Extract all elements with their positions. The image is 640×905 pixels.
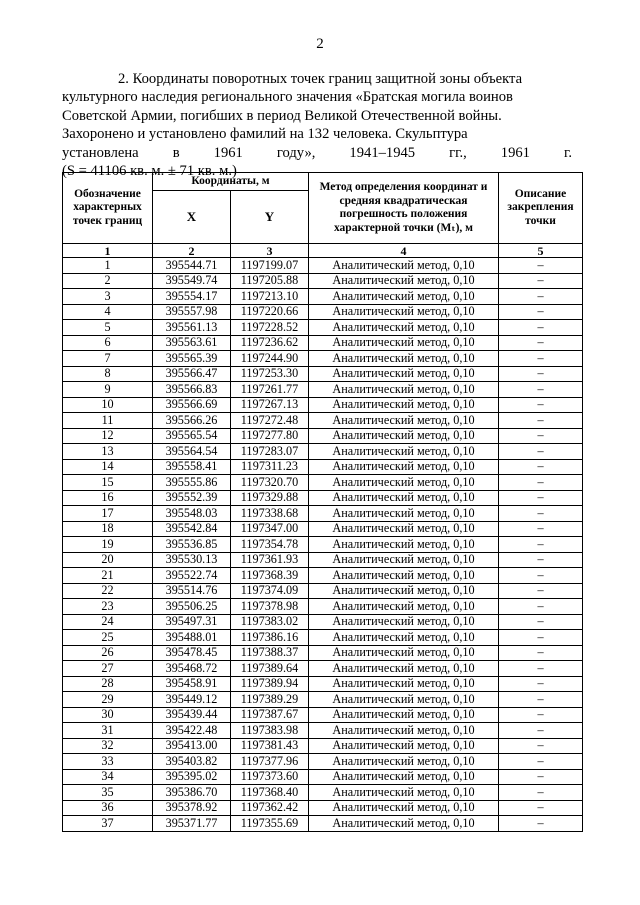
- y-coordinate: 1197199.07: [231, 258, 309, 274]
- point-number: 9: [63, 382, 153, 398]
- table-row: [63, 335, 583, 351]
- description-cell: –: [499, 304, 583, 320]
- point-number: 28: [63, 676, 153, 692]
- area-line: (S = 41106 кв. м. ± 71 кв. м.): [62, 163, 237, 180]
- point-number: 33: [63, 754, 153, 770]
- x-coordinate: 395497.31: [153, 614, 231, 630]
- point-number: 18: [63, 521, 153, 537]
- y-coordinate: 1197368.40: [231, 785, 309, 801]
- header-x: X: [153, 191, 231, 244]
- point-number: 32: [63, 738, 153, 754]
- method-cell: Аналитический метод, 0,10: [309, 568, 499, 584]
- description-cell: –: [499, 273, 583, 289]
- x-coordinate: 395542.84: [153, 521, 231, 537]
- y-coordinate: 1197381.43: [231, 738, 309, 754]
- point-number: 7: [63, 351, 153, 367]
- header-designation: Обозначение характерных точек границ: [63, 173, 153, 244]
- method-cell: Аналитический метод, 0,10: [309, 676, 499, 692]
- description-cell: –: [499, 583, 583, 599]
- description-cell: –: [499, 289, 583, 305]
- x-coordinate: 395558.41: [153, 459, 231, 475]
- description-cell: –: [499, 738, 583, 754]
- x-coordinate: 395378.92: [153, 800, 231, 816]
- point-number: 2: [63, 273, 153, 289]
- x-coordinate: 395536.85: [153, 537, 231, 553]
- table-row: [63, 382, 583, 398]
- description-cell: –: [499, 320, 583, 336]
- point-number: 35: [63, 785, 153, 801]
- header-coordinates: Координаты, м: [153, 173, 309, 191]
- x-coordinate: 395488.01: [153, 630, 231, 646]
- table-row: [63, 459, 583, 475]
- point-number: 17: [63, 506, 153, 522]
- method-cell: Аналитический метод, 0,10: [309, 258, 499, 274]
- y-coordinate: 1197329.88: [231, 490, 309, 506]
- table-row: [63, 506, 583, 522]
- table-row: [63, 366, 583, 382]
- y-coordinate: 1197338.68: [231, 506, 309, 522]
- intro-line: 2. Координаты поворотных точек границ защитной зоны объекта: [118, 71, 523, 87]
- description-cell: –: [499, 335, 583, 351]
- method-cell: Аналитический метод, 0,10: [309, 475, 499, 491]
- description-cell: –: [499, 413, 583, 429]
- page-number: 2: [316, 36, 324, 52]
- method-cell: Аналитический метод, 0,10: [309, 304, 499, 320]
- intro-word: году»,: [276, 144, 316, 161]
- point-number: 6: [63, 335, 153, 351]
- y-coordinate: 1197389.94: [231, 676, 309, 692]
- point-number: 8: [63, 366, 153, 382]
- intro-word: гг.,: [449, 144, 467, 161]
- y-coordinate: 1197362.42: [231, 800, 309, 816]
- table-row: [63, 258, 583, 274]
- method-cell: Аналитический метод, 0,10: [309, 444, 499, 460]
- x-coordinate: 395564.54: [153, 444, 231, 460]
- point-number: 19: [63, 537, 153, 553]
- y-coordinate: 1197373.60: [231, 769, 309, 785]
- point-number: 21: [63, 568, 153, 584]
- description-cell: –: [499, 506, 583, 522]
- table-row: [63, 568, 583, 584]
- method-cell: Аналитический метод, 0,10: [309, 537, 499, 553]
- description-cell: –: [499, 754, 583, 770]
- method-cell: Аналитический метод, 0,10: [309, 413, 499, 429]
- table-row: [63, 351, 583, 367]
- y-coordinate: 1197386.16: [231, 630, 309, 646]
- y-coordinate: 1197277.80: [231, 428, 309, 444]
- point-number: 12: [63, 428, 153, 444]
- y-coordinate: 1197311.23: [231, 459, 309, 475]
- y-coordinate: 1197368.39: [231, 568, 309, 584]
- description-cell: –: [499, 475, 583, 491]
- method-cell: Аналитический метод, 0,10: [309, 289, 499, 305]
- y-coordinate: 1197389.29: [231, 692, 309, 708]
- header-description: Описание закрепления точки: [499, 173, 583, 244]
- point-number: 29: [63, 692, 153, 708]
- method-cell: Аналитический метод, 0,10: [309, 630, 499, 646]
- column-number: 5: [499, 244, 583, 258]
- table-row: [63, 816, 583, 832]
- x-coordinate: 395413.00: [153, 738, 231, 754]
- table-row: [63, 692, 583, 708]
- description-cell: –: [499, 459, 583, 475]
- method-cell: Аналитический метод, 0,10: [309, 816, 499, 832]
- y-coordinate: 1197213.10: [231, 289, 309, 305]
- y-coordinate: 1197388.37: [231, 645, 309, 661]
- x-coordinate: 395422.48: [153, 723, 231, 739]
- description-cell: –: [499, 351, 583, 367]
- point-number: 13: [63, 444, 153, 460]
- y-coordinate: 1197220.66: [231, 304, 309, 320]
- header-method: Метод определения координат и средняя квадратическая погрешность положения характерной точки (Mₜ), м: [309, 173, 499, 244]
- x-coordinate: 395514.76: [153, 583, 231, 599]
- x-coordinate: 395458.91: [153, 676, 231, 692]
- method-cell: Аналитический метод, 0,10: [309, 661, 499, 677]
- header-y: Y: [231, 191, 309, 244]
- method-cell: Аналитический метод, 0,10: [309, 490, 499, 506]
- x-coordinate: 395530.13: [153, 552, 231, 568]
- x-coordinate: 395566.83: [153, 382, 231, 398]
- table-row: [63, 413, 583, 429]
- method-cell: Аналитический метод, 0,10: [309, 351, 499, 367]
- method-cell: Аналитический метод, 0,10: [309, 614, 499, 630]
- description-cell: –: [499, 568, 583, 584]
- table-row: [63, 289, 583, 305]
- x-coordinate: 395548.03: [153, 506, 231, 522]
- description-cell: –: [499, 785, 583, 801]
- point-number: 1: [63, 258, 153, 274]
- description-cell: –: [499, 645, 583, 661]
- x-coordinate: 395403.82: [153, 754, 231, 770]
- y-coordinate: 1197377.96: [231, 754, 309, 770]
- method-cell: Аналитический метод, 0,10: [309, 552, 499, 568]
- y-coordinate: 1197354.78: [231, 537, 309, 553]
- y-coordinate: 1197205.88: [231, 273, 309, 289]
- method-cell: Аналитический метод, 0,10: [309, 506, 499, 522]
- x-coordinate: 395544.71: [153, 258, 231, 274]
- table-row: [63, 599, 583, 615]
- y-coordinate: 1197387.67: [231, 707, 309, 723]
- intro-word: установлена: [62, 144, 139, 161]
- table-row: [63, 645, 583, 661]
- point-number: 16: [63, 490, 153, 506]
- point-number: 15: [63, 475, 153, 491]
- point-number: 14: [63, 459, 153, 475]
- point-number: 4: [63, 304, 153, 320]
- method-cell: Аналитический метод, 0,10: [309, 320, 499, 336]
- description-cell: –: [499, 428, 583, 444]
- y-coordinate: 1197320.70: [231, 475, 309, 491]
- table-row: [63, 800, 583, 816]
- table-row: [63, 273, 583, 289]
- x-coordinate: 395439.44: [153, 707, 231, 723]
- method-cell: Аналитический метод, 0,10: [309, 723, 499, 739]
- x-coordinate: 395549.74: [153, 273, 231, 289]
- table-row: [63, 707, 583, 723]
- description-cell: –: [499, 444, 583, 460]
- table-row: [63, 661, 583, 677]
- point-number: 34: [63, 769, 153, 785]
- table-row: [63, 785, 583, 801]
- table-row: [63, 738, 583, 754]
- description-cell: –: [499, 723, 583, 739]
- point-number: 25: [63, 630, 153, 646]
- point-number: 31: [63, 723, 153, 739]
- intro-line-justified: [62, 144, 572, 162]
- x-coordinate: 395557.98: [153, 304, 231, 320]
- method-cell: Аналитический метод, 0,10: [309, 273, 499, 289]
- method-cell: Аналитический метод, 0,10: [309, 800, 499, 816]
- table-row: [63, 614, 583, 630]
- table-row: [63, 754, 583, 770]
- point-number: 27: [63, 661, 153, 677]
- point-number: 37: [63, 816, 153, 832]
- intro-word: г.: [564, 144, 572, 161]
- description-cell: –: [499, 599, 583, 615]
- intro-line: Советской Армии, погибших в период Великой Отечественной войны.: [62, 107, 502, 124]
- point-number: 23: [63, 599, 153, 615]
- description-cell: –: [499, 630, 583, 646]
- method-cell: Аналитический метод, 0,10: [309, 382, 499, 398]
- point-number: 30: [63, 707, 153, 723]
- intro-line: Захоронено и установлено фамилий на 132 человека. Скульптура: [62, 126, 468, 143]
- method-cell: Аналитический метод, 0,10: [309, 583, 499, 599]
- table-row: [63, 521, 583, 537]
- method-cell: Аналитический метод, 0,10: [309, 754, 499, 770]
- description-cell: –: [499, 800, 583, 816]
- description-cell: –: [499, 366, 583, 382]
- x-coordinate: 395561.13: [153, 320, 231, 336]
- method-cell: Аналитический метод, 0,10: [309, 521, 499, 537]
- point-number: 36: [63, 800, 153, 816]
- x-coordinate: 395555.86: [153, 475, 231, 491]
- table-row: [63, 320, 583, 336]
- y-coordinate: 1197383.02: [231, 614, 309, 630]
- method-cell: Аналитический метод, 0,10: [309, 707, 499, 723]
- column-number: 1: [63, 244, 153, 258]
- table-row: [63, 552, 583, 568]
- x-coordinate: 395386.70: [153, 785, 231, 801]
- table-body: [63, 258, 583, 832]
- point-number: 5: [63, 320, 153, 336]
- y-coordinate: 1197374.09: [231, 583, 309, 599]
- x-coordinate: 395566.26: [153, 413, 231, 429]
- y-coordinate: 1197347.00: [231, 521, 309, 537]
- description-cell: –: [499, 537, 583, 553]
- method-cell: Аналитический метод, 0,10: [309, 738, 499, 754]
- y-coordinate: 1197361.93: [231, 552, 309, 568]
- point-number: 11: [63, 413, 153, 429]
- intro-word: в: [172, 144, 180, 161]
- table-row: [63, 397, 583, 413]
- intro-word: 1961: [500, 144, 530, 161]
- description-cell: –: [499, 614, 583, 630]
- table-row: [63, 428, 583, 444]
- y-coordinate: 1197283.07: [231, 444, 309, 460]
- table-row: [63, 475, 583, 491]
- y-coordinate: 1197261.77: [231, 382, 309, 398]
- x-coordinate: 395566.47: [153, 366, 231, 382]
- point-number: 20: [63, 552, 153, 568]
- table-row: [63, 769, 583, 785]
- y-coordinate: 1197244.90: [231, 351, 309, 367]
- intro-word: 1941–1945: [349, 144, 416, 161]
- description-cell: –: [499, 258, 583, 274]
- point-number: 10: [63, 397, 153, 413]
- y-coordinate: 1197253.30: [231, 366, 309, 382]
- table-row: [63, 583, 583, 599]
- coordinates-table: [62, 172, 583, 832]
- description-cell: –: [499, 490, 583, 506]
- intro-line: культурного наследия регионального значения «Братская могила воинов: [62, 89, 513, 106]
- description-cell: –: [499, 692, 583, 708]
- x-coordinate: 395566.69: [153, 397, 231, 413]
- intro-paragraph: [62, 70, 572, 180]
- table-row: [63, 676, 583, 692]
- column-number: 4: [309, 244, 499, 258]
- x-coordinate: 395506.25: [153, 599, 231, 615]
- point-number: 26: [63, 645, 153, 661]
- method-cell: Аналитический метод, 0,10: [309, 335, 499, 351]
- table-row: [63, 490, 583, 506]
- description-cell: –: [499, 676, 583, 692]
- table-row: [63, 723, 583, 739]
- description-cell: –: [499, 661, 583, 677]
- x-coordinate: 395468.72: [153, 661, 231, 677]
- x-coordinate: 395552.39: [153, 490, 231, 506]
- y-coordinate: 1197236.62: [231, 335, 309, 351]
- method-cell: Аналитический метод, 0,10: [309, 428, 499, 444]
- y-coordinate: 1197228.52: [231, 320, 309, 336]
- description-cell: –: [499, 707, 583, 723]
- y-coordinate: 1197383.98: [231, 723, 309, 739]
- x-coordinate: 395565.54: [153, 428, 231, 444]
- method-cell: Аналитический метод, 0,10: [309, 366, 499, 382]
- x-coordinate: 395371.77: [153, 816, 231, 832]
- x-coordinate: 395554.17: [153, 289, 231, 305]
- table-row: [63, 537, 583, 553]
- table-row: [63, 304, 583, 320]
- point-number: 3: [63, 289, 153, 305]
- point-number: 22: [63, 583, 153, 599]
- x-coordinate: 395449.12: [153, 692, 231, 708]
- x-coordinate: 395563.61: [153, 335, 231, 351]
- description-cell: –: [499, 816, 583, 832]
- description-cell: –: [499, 552, 583, 568]
- column-number: 3: [231, 244, 309, 258]
- x-coordinate: 395478.45: [153, 645, 231, 661]
- table-row: [63, 444, 583, 460]
- description-cell: –: [499, 397, 583, 413]
- table-row: [63, 630, 583, 646]
- y-coordinate: 1197272.48: [231, 413, 309, 429]
- method-cell: Аналитический метод, 0,10: [309, 645, 499, 661]
- method-cell: Аналитический метод, 0,10: [309, 785, 499, 801]
- method-cell: Аналитический метод, 0,10: [309, 459, 499, 475]
- point-number: 24: [63, 614, 153, 630]
- column-number: 2: [153, 244, 231, 258]
- method-cell: Аналитический метод, 0,10: [309, 599, 499, 615]
- description-cell: –: [499, 769, 583, 785]
- y-coordinate: 1197378.98: [231, 599, 309, 615]
- y-coordinate: 1197267.13: [231, 397, 309, 413]
- intro-word: 1961: [213, 144, 243, 161]
- x-coordinate: 395565.39: [153, 351, 231, 367]
- x-coordinate: 395395.02: [153, 769, 231, 785]
- method-cell: Аналитический метод, 0,10: [309, 692, 499, 708]
- method-cell: Аналитический метод, 0,10: [309, 769, 499, 785]
- method-cell: Аналитический метод, 0,10: [309, 397, 499, 413]
- x-coordinate: 395522.74: [153, 568, 231, 584]
- y-coordinate: 1197389.64: [231, 661, 309, 677]
- y-coordinate: 1197355.69: [231, 816, 309, 832]
- description-cell: –: [499, 382, 583, 398]
- description-cell: –: [499, 521, 583, 537]
